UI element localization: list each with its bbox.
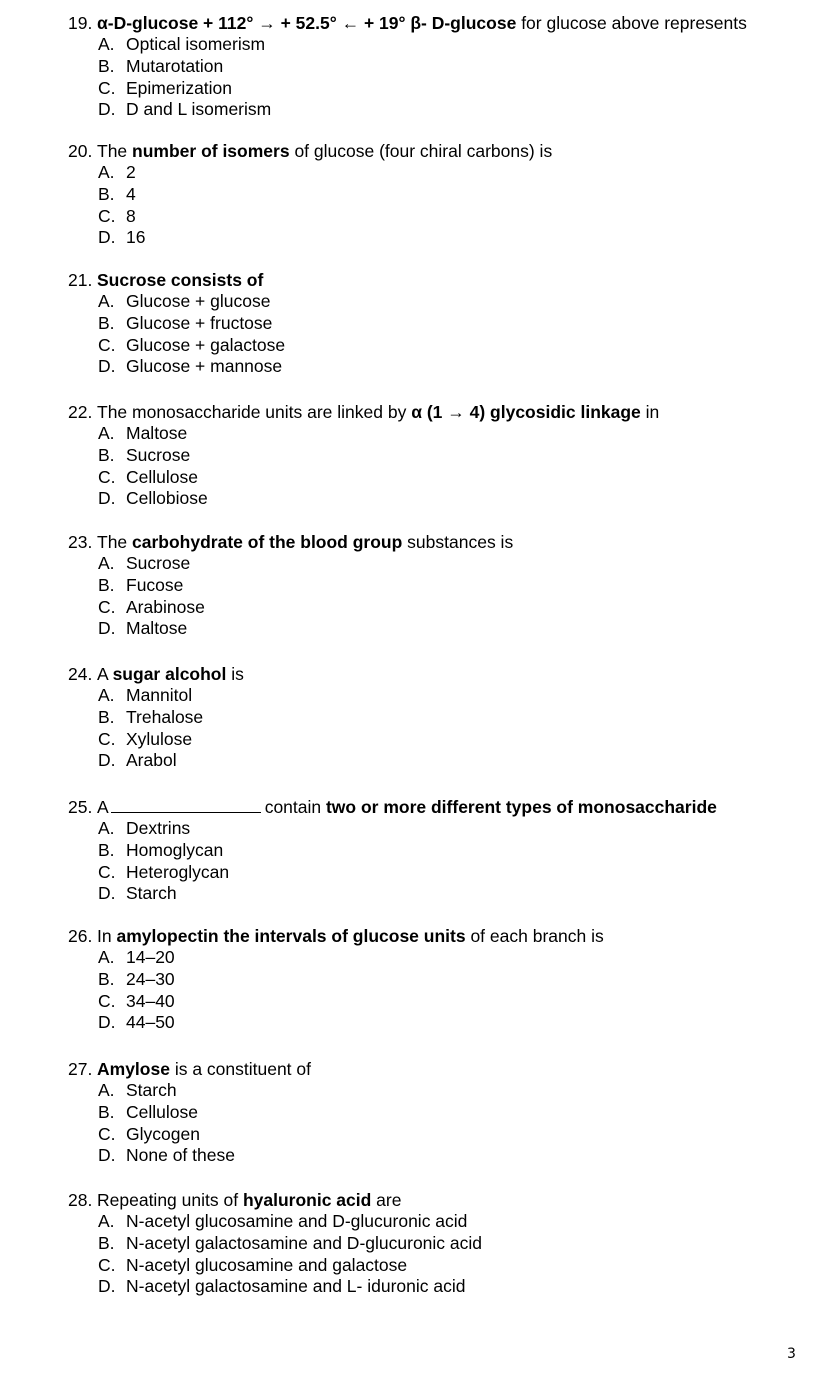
question-text: 21. Sucrose consists of: [68, 270, 264, 290]
question-number: 22.: [68, 402, 93, 422]
option-a: A. Sucrose: [98, 553, 191, 573]
option-c: C. Glycogen: [98, 1123, 200, 1144]
question-text: 23. The carbohydrate of the blood group substances is: [68, 532, 514, 552]
option-b: B. Homoglycan: [98, 839, 224, 860]
question-text: 22. The monosaccharide units are linked by α (1 → 4) glycosidic linkage in: [68, 402, 660, 422]
option-d: D. Arabol: [98, 750, 177, 771]
question-28: [68, 1189, 482, 1298]
question-number: 24.: [68, 664, 93, 684]
option-d: D. 44–50: [98, 1012, 175, 1033]
option-d: D. Maltose: [98, 618, 188, 639]
option-d: D. Cellobiose: [98, 488, 208, 509]
question-text: 27. Amylose is a constituent of: [68, 1059, 312, 1079]
option-c: C. Arabinose: [98, 596, 205, 617]
question-26: [68, 925, 604, 1034]
option-b: B. Fucose: [98, 574, 184, 595]
option-a: A. 14–20: [98, 947, 175, 967]
question-text: 25. A contain two or more different types of monosaccharide: [68, 797, 717, 817]
question-number: 28.: [68, 1190, 93, 1210]
page-number: 3: [787, 1346, 796, 1362]
option-b: B. Mutarotation: [98, 55, 224, 76]
question-number: 25.: [68, 797, 93, 817]
question-number: 23.: [68, 532, 93, 552]
option-b: B. Sucrose: [98, 444, 191, 465]
option-b: B. 4: [98, 183, 136, 204]
option-c: C. Epimerization: [98, 77, 233, 98]
option-a: A. Glucose + glucose: [98, 291, 271, 311]
answer-blank: [111, 796, 261, 813]
option-b: B. N-acetyl galactosamine and D-glucuronic acid: [98, 1232, 483, 1253]
question-number: 20.: [68, 141, 93, 161]
question-number: 26.: [68, 926, 93, 946]
question-25: [68, 796, 717, 905]
option-c: C. N-acetyl glucosamine and galactose: [98, 1254, 408, 1275]
question-22: [68, 401, 659, 510]
option-c: C. Xylulose: [98, 728, 193, 749]
option-c: C. Cellulose: [98, 466, 198, 487]
option-a: A. Starch: [98, 1080, 177, 1100]
option-d: D. Starch: [98, 883, 177, 904]
question-text: 28. Repeating units of hyaluronic acid are: [68, 1190, 402, 1210]
question-number: 27.: [68, 1059, 93, 1079]
option-b: B. Trehalose: [98, 706, 204, 727]
question-text: 26. In amylopectin the intervals of glucose units of each branch is: [68, 926, 604, 946]
question-27: [68, 1058, 311, 1167]
option-c: C. Heteroglycan: [98, 861, 230, 882]
option-a: A. Mannitol: [98, 685, 193, 705]
option-c: C. 34–40: [98, 990, 175, 1011]
question-number: 19.: [68, 13, 93, 33]
option-b: B. Glucose + fructose: [98, 312, 273, 333]
question-text: 19. α-D-glucose + 112° → + 52.5° ← + 19° β- D-glucose for glucose above represents: [68, 13, 747, 33]
option-b: B. Cellulose: [98, 1101, 198, 1122]
question-text: 20. The number of isomers of glucose (four chiral carbons) is: [68, 141, 553, 161]
question-text: 24. A sugar alcohol is: [68, 664, 244, 684]
option-d: D. None of these: [98, 1145, 235, 1166]
question-24: [68, 663, 244, 772]
option-c: C. 8: [98, 205, 136, 226]
question-number: 21.: [68, 270, 93, 290]
option-d: D. D and L isomerism: [98, 99, 272, 120]
question-19: [68, 12, 747, 121]
option-d: D. N-acetyl galactosamine and L- iduronic acid: [98, 1276, 466, 1297]
question-21: [68, 269, 285, 378]
option-d: D. 16: [98, 227, 146, 248]
question-20: [68, 140, 552, 249]
option-a: A. 2: [98, 162, 136, 182]
option-a: A. Dextrins: [98, 818, 191, 838]
option-a: A. Maltose: [98, 423, 188, 443]
option-a: A. N-acetyl glucosamine and D-glucuronic acid: [98, 1211, 468, 1231]
option-a: A. Optical isomerism: [98, 34, 266, 54]
option-d: D. Glucose + mannose: [98, 356, 283, 377]
option-b: B. 24–30: [98, 968, 175, 989]
option-c: C. Glucose + galactose: [98, 334, 286, 355]
question-23: [68, 531, 513, 640]
